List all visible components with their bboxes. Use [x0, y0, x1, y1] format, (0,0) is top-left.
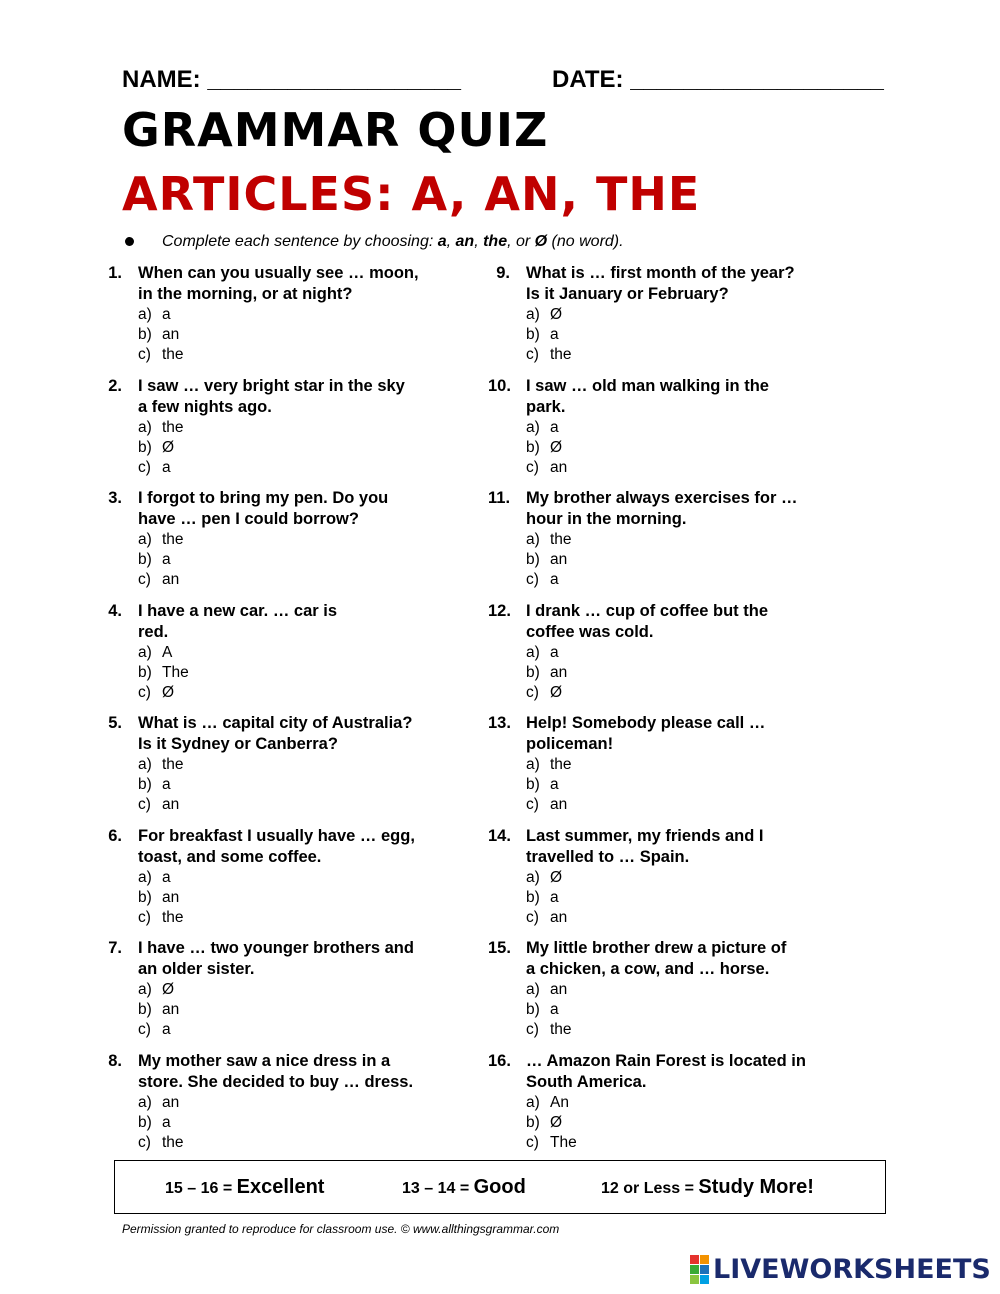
question-number: 14.: [488, 826, 511, 845]
question-text: park.: [526, 397, 566, 416]
answer-option[interactable]: [526, 1000, 833, 1020]
option-letter: c): [526, 458, 539, 476]
answer-option[interactable]: [138, 345, 445, 365]
option-text: Ø: [550, 683, 563, 701]
question-text: When can you usually see … moon,: [138, 264, 419, 282]
question-text: a chicken, a cow, and … horse.: [526, 960, 770, 978]
question-text: Last summer, my friends and I: [526, 826, 764, 845]
logo-block: [700, 1275, 709, 1284]
answer-option[interactable]: [526, 868, 833, 888]
option-text: Ø: [550, 306, 563, 323]
instructions: Complete each sentence by choosing: a, an, the, or Ø (no word).: [122, 233, 624, 251]
question-text: What is … first month of the year?: [526, 264, 795, 282]
answer-option[interactable]: [138, 305, 445, 325]
question-number: 2.: [108, 376, 122, 395]
option-letter: b): [138, 776, 152, 793]
option-letter: b): [526, 1113, 540, 1131]
question-item: [100, 713, 445, 815]
answer-option[interactable]: [138, 325, 445, 345]
question-item: [488, 826, 833, 928]
question-text: travelled to … Spain.: [526, 847, 690, 866]
option-text: the: [162, 1133, 184, 1151]
option-letter: b): [138, 551, 152, 568]
answer-option[interactable]: [526, 325, 833, 345]
question-number: 15.: [488, 939, 511, 957]
option-letter: b): [526, 888, 540, 906]
option-text: A: [162, 643, 173, 661]
question-text: I saw … very bright star in the sky: [138, 376, 405, 395]
option-text: the: [550, 346, 572, 363]
answer-option[interactable]: [526, 1093, 833, 1113]
answer-option[interactable]: [526, 1113, 833, 1133]
option-text: the: [162, 531, 184, 548]
option-text: An: [550, 1093, 569, 1111]
answer-option[interactable]: [138, 418, 445, 438]
question-text: I have … two younger brothers and: [138, 939, 414, 957]
answer-option[interactable]: [138, 663, 445, 683]
option-text: a: [162, 868, 171, 886]
answer-option[interactable]: [138, 1113, 445, 1133]
question-text: coffee was cold.: [526, 622, 654, 641]
question-item: [100, 263, 445, 365]
answer-option[interactable]: [526, 908, 833, 928]
option-text: a: [550, 643, 559, 661]
option-letter: a): [526, 643, 540, 661]
question-text: toast, and some coffee.: [138, 847, 322, 866]
option-letter: b): [138, 663, 152, 681]
option-text: an: [550, 981, 568, 998]
question-text: I saw … old man walking in the: [526, 376, 769, 395]
option-text: an: [162, 796, 180, 813]
option-text: a: [550, 326, 559, 343]
option-text: Ø: [550, 868, 563, 886]
option-text: Ø: [550, 438, 563, 456]
question-number: 13.: [488, 714, 511, 732]
question-text: My brother always exercises for …: [526, 489, 798, 507]
question-item: [488, 938, 833, 1040]
option-letter: b): [526, 438, 540, 456]
option-text: a: [162, 776, 171, 793]
option-text: Ø: [162, 683, 175, 701]
question-item: [100, 826, 445, 928]
option-text: an: [550, 908, 568, 926]
option-text: the: [162, 418, 184, 436]
option-letter: a): [526, 981, 540, 998]
answer-option[interactable]: [526, 663, 833, 683]
option-letter: b): [138, 1113, 152, 1131]
question-text: … Amazon Rain Forest is located in: [526, 1051, 806, 1070]
page-title: GRAMMAR QUIZ: [122, 103, 549, 157]
option-letter: c): [526, 1021, 539, 1038]
option-text: an: [550, 796, 568, 813]
option-letter: a): [138, 306, 152, 323]
question-number: 4.: [108, 601, 122, 620]
answer-option[interactable]: [526, 643, 833, 663]
option-letter: c): [138, 346, 151, 363]
option-letter: a): [526, 1093, 540, 1111]
question-text: What is … capital city of Australia?: [138, 714, 413, 732]
answer-option[interactable]: [138, 1000, 445, 1020]
question-item: [488, 713, 833, 815]
option-text: an: [162, 1093, 180, 1111]
permission-note: Permission granted to reproduce for classroom use. © www.allthingsgrammar.com: [122, 1222, 560, 1236]
question-number: 12.: [488, 601, 511, 620]
question-text: I forgot to bring my pen. Do you: [138, 489, 389, 507]
answer-option[interactable]: [138, 683, 445, 703]
option-letter: a): [526, 306, 540, 323]
question-text: red.: [138, 622, 169, 641]
option-text: an: [550, 551, 568, 568]
option-letter: c): [526, 346, 539, 363]
question-text: My mother saw a nice dress in a: [138, 1051, 391, 1070]
score-study-more: 12 or Less = Study More!: [601, 1176, 814, 1198]
option-text: a: [162, 458, 171, 476]
question-item: [100, 376, 445, 478]
option-letter: a): [138, 756, 152, 773]
question-number: 11.: [488, 489, 511, 507]
logo-block: [690, 1255, 699, 1264]
question-text: I drank … cup of coffee but the: [526, 601, 769, 620]
option-letter: a): [526, 531, 540, 548]
option-letter: c): [526, 1133, 539, 1151]
option-text: a: [162, 551, 171, 568]
answer-option[interactable]: [526, 550, 833, 570]
answer-option[interactable]: [526, 458, 833, 478]
question-number: 1.: [108, 264, 122, 282]
answer-option[interactable]: [138, 868, 445, 888]
logo-block: [690, 1265, 699, 1274]
question-item: [100, 1051, 445, 1153]
option-letter: c): [138, 571, 151, 588]
question-text: South America.: [526, 1072, 647, 1091]
score-excellent: 15 – 16 = Excellent: [165, 1176, 325, 1198]
option-letter: a): [526, 418, 540, 436]
option-letter: b): [526, 551, 540, 568]
question-number: 6.: [108, 826, 122, 845]
answer-option[interactable]: [138, 570, 445, 590]
option-text: a: [162, 306, 171, 323]
option-text: an: [550, 663, 568, 681]
name-field-label: NAME: ___________________: [122, 66, 461, 93]
question-text: For breakfast I usually have … egg,: [138, 826, 415, 845]
question-item: [488, 1051, 833, 1153]
answer-option[interactable]: [526, 1133, 833, 1153]
answer-option[interactable]: [138, 438, 445, 458]
option-letter: c): [138, 1133, 151, 1151]
option-letter: b): [526, 776, 540, 793]
option-letter: b): [526, 663, 540, 681]
question-item: [100, 601, 445, 703]
option-text: the: [550, 1021, 572, 1038]
answer-option[interactable]: [138, 795, 445, 815]
question-item: [488, 376, 833, 478]
answer-option[interactable]: [526, 683, 833, 703]
option-text: a: [550, 1001, 559, 1018]
option-letter: c): [138, 908, 151, 926]
option-letter: a): [526, 756, 540, 773]
question-item: [488, 488, 833, 590]
question-text: in the morning, or at night?: [138, 285, 353, 303]
page-subtitle: ARTICLES: A, AN, THE: [122, 167, 701, 221]
answer-option[interactable]: [526, 755, 833, 775]
option-text: Ø: [162, 438, 175, 456]
score-good: 13 – 14 = Good: [402, 1176, 526, 1198]
logo-blocks-icon: [690, 1255, 709, 1284]
option-text: an: [162, 1001, 180, 1018]
answer-option[interactable]: [526, 570, 833, 590]
option-letter: a): [138, 643, 152, 661]
logo-block: [700, 1265, 709, 1274]
option-letter: c): [526, 683, 539, 701]
option-letter: b): [138, 438, 152, 456]
question-item: [488, 601, 833, 703]
score-key-box: [114, 1160, 886, 1214]
question-text: policeman!: [526, 735, 614, 753]
answer-option[interactable]: [138, 755, 445, 775]
answer-option[interactable]: [138, 550, 445, 570]
option-letter: c): [526, 796, 539, 813]
answer-option[interactable]: [526, 345, 833, 365]
question-text: Is it January or February?: [526, 285, 729, 303]
date-field-label: DATE: ___________________: [552, 66, 884, 93]
option-letter: a): [526, 868, 540, 886]
question-text: My little brother drew a picture of: [526, 939, 787, 957]
option-text: an: [550, 458, 568, 476]
question-item: [100, 488, 445, 590]
option-letter: b): [138, 326, 152, 343]
question-text: hour in the morning.: [526, 510, 687, 528]
option-text: an: [162, 888, 180, 906]
liveworksheets-logo: LIVEWORKSHEETS: [690, 1254, 991, 1284]
option-letter: a): [138, 981, 152, 998]
option-text: a: [162, 1021, 171, 1038]
option-text: the: [550, 531, 572, 548]
question-text: Help! Somebody please call …: [526, 714, 766, 732]
question-text: have … pen I could borrow?: [138, 510, 359, 528]
option-text: an: [162, 571, 180, 588]
option-text: the: [550, 756, 572, 773]
option-text: Ø: [550, 1113, 563, 1131]
question-number: 3.: [108, 489, 122, 507]
answer-option[interactable]: [526, 305, 833, 325]
option-text: a: [550, 571, 559, 588]
answer-option[interactable]: [138, 888, 445, 908]
answer-option[interactable]: [138, 1020, 445, 1040]
answer-option[interactable]: [138, 980, 445, 1000]
option-letter: a): [138, 868, 152, 886]
question-text: Is it Sydney or Canberra?: [138, 735, 338, 753]
answer-option[interactable]: [526, 418, 833, 438]
option-text: the: [162, 346, 184, 363]
question-text: store. She decided to buy … dress.: [138, 1072, 414, 1091]
bullet-icon: [125, 237, 134, 246]
option-text: the: [162, 756, 184, 773]
question-text: a few nights ago.: [138, 397, 272, 416]
option-text: an: [162, 326, 180, 343]
option-letter: c): [526, 571, 539, 588]
option-letter: b): [138, 888, 152, 906]
option-letter: c): [138, 796, 151, 813]
logo-block: [690, 1275, 699, 1284]
answer-option[interactable]: [526, 438, 833, 458]
question-text: I have a new car. … car is: [138, 601, 338, 620]
option-letter: c): [526, 908, 539, 926]
question-text: an older sister.: [138, 960, 255, 978]
answer-option[interactable]: [138, 1093, 445, 1113]
option-text: The: [162, 663, 189, 681]
answer-option[interactable]: [138, 530, 445, 550]
option-letter: b): [526, 326, 540, 343]
answer-option[interactable]: [526, 1020, 833, 1040]
answer-option[interactable]: [138, 1133, 445, 1153]
question-item: [488, 263, 833, 365]
option-text: a: [162, 1113, 171, 1131]
answer-option[interactable]: [138, 908, 445, 928]
answer-option[interactable]: [526, 530, 833, 550]
option-letter: a): [138, 531, 152, 548]
option-letter: c): [138, 458, 151, 476]
question-number: 10.: [488, 376, 511, 395]
option-letter: b): [526, 1001, 540, 1018]
question-item: [100, 938, 445, 1040]
answer-option[interactable]: [138, 643, 445, 663]
option-text: Ø: [162, 981, 175, 998]
option-text: The: [550, 1133, 577, 1151]
option-text: the: [162, 908, 184, 926]
option-text: a: [550, 418, 559, 436]
option-text: a: [550, 776, 559, 793]
answer-option[interactable]: [526, 795, 833, 815]
logo-block: [700, 1255, 709, 1264]
answer-option[interactable]: [138, 775, 445, 795]
option-letter: c): [138, 1021, 151, 1038]
question-number: 9.: [496, 264, 510, 282]
answer-option[interactable]: [138, 458, 445, 478]
option-letter: a): [138, 418, 152, 436]
question-number: 7.: [108, 939, 122, 957]
answer-option[interactable]: [526, 888, 833, 908]
answer-option[interactable]: [526, 980, 833, 1000]
option-text: a: [550, 888, 559, 906]
option-letter: a): [138, 1093, 152, 1111]
option-letter: c): [138, 683, 151, 701]
option-letter: b): [138, 1001, 152, 1018]
question-number: 16.: [488, 1051, 511, 1070]
answer-option[interactable]: [526, 775, 833, 795]
question-number: 5.: [108, 714, 122, 732]
question-number: 8.: [108, 1051, 122, 1070]
